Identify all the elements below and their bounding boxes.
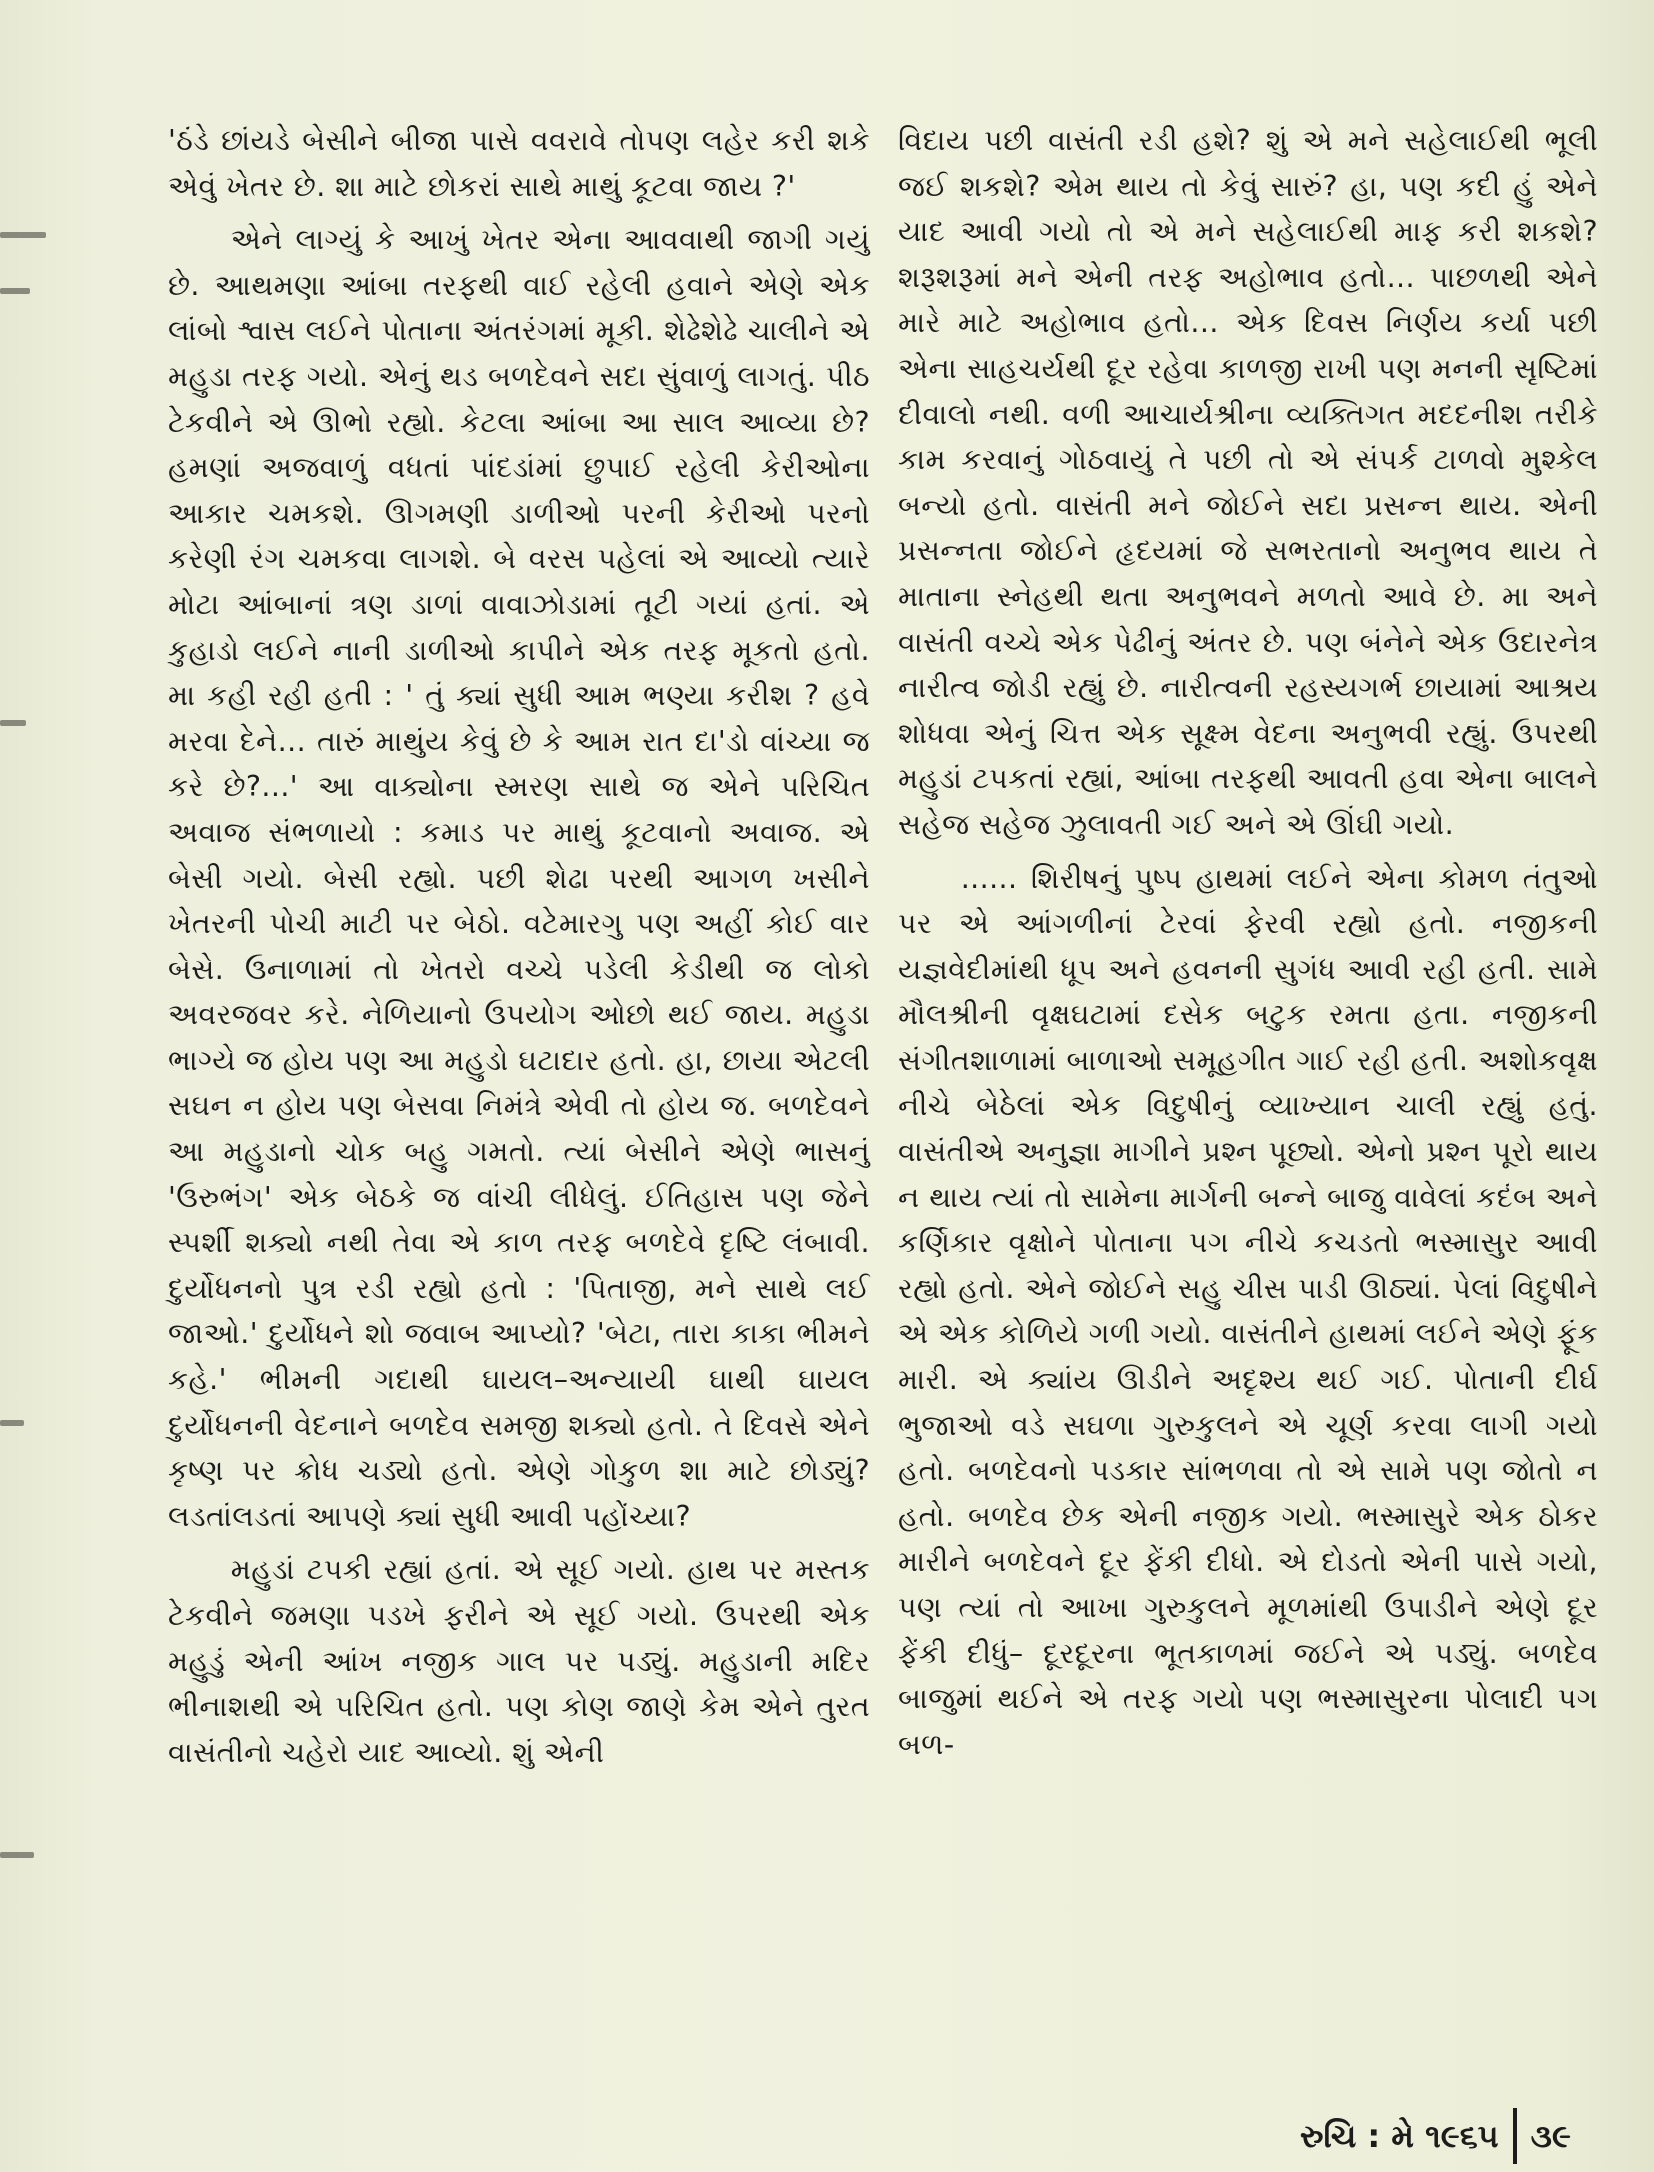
paragraph: એને લાગ્યું કે આખું ખેતર એના આવવાથી જાગી ગયું છે. આથમણા આંબા તરફથી વાઈ રહેલી હવાને એણે એક લાંબો શ્વાસ લઈને પોતાના અંતરંગમાં મૂકી. શેઢેશેઢે ચાલીને એ મહુડા તરફ ગયો. એનું થડ બળદેવને સદા સુંવાળું લાગતું. પીઠ ટેકવીને એ ઊભો રહ્યો. કેટલા આંબા આ સાલ આવ્યા છે? હમણાં અજવાળું વધતાં પાંદડાંમાં છુપાઈ રહેલી કેરીઓના આકાર ચમકશે. ઊગમણી ડાળીઓ પરની કેરીઓ પરનો કરેણી રંગ ચમકવા લાગશે. બે વરસ પહેલાં એ આવ્યો ત્યારે મોટા આંબાનાં ત્રણ ડાળાં વાવાઝોડામાં તૂટી ગયાં હતાં. એ કુહાડો લઈને નાની ડાળીઓ કાપીને એક તરફ મૂકતો હતો. મા કહી રહી હતી : ' તું ક્યાં સુધી આમ ભણ્યા કરીશ ? હવે મરવા દેને... તારું માથુંય કેવું છે કે આમ રાત દા'ડો વાંચ્યા જ કરે છે?...' આ વાક્યોના સ્મરણ સાથે જ એને પરિચિત અવાજ સંભળાયો : કમાડ પર માથું કૂટવાનો અવાજ. એ બેસી ગયો. બેસી રહ્યો. પછી શેઢા પરથી આગળ ખસીને ખેતરની પોચી માટી પર બેઠો. વટેમારગુ પણ અહીં કોઈ વાર બેસે. ઉનાળામાં તો ખેતરો વચ્ચે પડેલી કેડીથી જ લોકો અવરજવર કરે. નેળિયાનો ઉપયોગ ઓછો થઈ જાય. મહુડા ભાગ્યે જ હોય પણ આ મહુડો ઘટાદાર હતો. હા, છાયા એટલી સઘન ન હોય પણ બેસવા નિમંત્રે એવી તો હોય જ. બળદેવને આ મહુડાનો ચોક બહુ ગમતો. ત્યાં બેસીને એણે ભાસનું 'ઉરુભંગ' એક બેઠકે જ વાંચી લીધેલું. ઈતિહાસ પણ જેને સ્પર્શી શક્યો નથી તેવા એ કાળ તરફ બળદેવે દૃષ્ટિ લંબાવી. દુર્યોધનનો પુત્ર રડી રહ્યો હતો : 'પિતાજી, મને સાથે લઈ જાઓ.' દુર્યોધને શો જવાબ આપ્યો? 'બેટા, તારા કાકા ભીમને કહે.' ભીમની ગદાથી ઘાયલ–અન્યાયી ઘાથી ઘાયલ દુર્યોધનની વેદનાને બળદેવ સમજી શક્યો હતો. તે દિવસે એને કૃષ્ણ પર ક્રોધ ચડ્યો હતો. એણે ગોકુળ શા માટે છોડ્યું? લડતાંલડતાં આપણે ક્યાં સુધી આવી પહોંચ્યા?: [168, 223, 870, 1533]
right-text-column: [898, 118, 1598, 1767]
paragraph: મહુડાં ટપકી રહ્યાં હતાં. એ સૂઈ ગયો. હાથ પર મસ્તક ટેકવીને જમણા પડખે ફરીને એ સૂઈ ગયો. ઉપરથી એક મહુડું એની આંખ નજીક ગાલ પર પડ્યું. મહુડાની મદિર ભીનાશથી એ પરિચિત હતો. પણ કોણ જાણે કેમ એને તુરત વાસંતીનો ચહેરો યાદ આવ્યો. શું એની: [168, 1553, 870, 1769]
page-edge-mark: [0, 720, 26, 726]
page-edge-mark: [0, 288, 30, 294]
magazine-title: રુચિ : મે ૧૯૬૫: [1300, 2116, 1499, 2155]
page-number: ૩૯: [1530, 2116, 1571, 2155]
page-edge-mark: [0, 1420, 24, 1426]
left-text-column: [168, 118, 870, 1775]
page-edge-mark: [0, 232, 46, 238]
paragraph: વિદાય પછી વાસંતી રડી હશે? શું એ મને સહેલાઈથી ભૂલી જઈ શકશે? એમ થાય તો કેવું સારું? હા, પણ કદી હું એને યાદ આવી ગયો તો એ મને સહેલાઈથી માફ કરી શકશે? શરૂશરૂમાં મને એની તરફ અહોભાવ હતો... પાછળથી એને મારે માટે અહોભાવ હતો... એક દિવસ નિર્ણય કર્યા પછી એના સાહચર્યથી દૂર રહેવા કાળજી રાખી પણ મનની સૃષ્ટિમાં દીવાલો નથી. વળી આચાર્યશ્રીના વ્યક્તિગત મદદનીશ તરીકે કામ કરવાનું ગોઠવાયું તે પછી તો એ સંપર્ક ટાળવો મુશ્કેલ બન્યો હતો. વાસંતી મને જોઈને સદા પ્રસન્ન થાય. એની પ્રસન્નતા જોઈને હૃદયમાં જે સભરતાનો અનુભવ થાય તે માતાના સ્નેહથી થતા અનુભવને મળતો આવે છે. મા અને વાસંતી વચ્ચે એક પેઢીનું અંતર છે. પણ બંનેને એક ઉદારનેત્ર નારીત્વ જોડી રહ્યું છે. નારીત્વની રહસ્યગર્ભ છાયામાં આશ્રય શોધવા એનું ચિત્ત એક સૂક્ષ્મ વેદના અનુભવી રહ્યું. ઉપરથી મહુડાં ટપકતાં રહ્યાં, આંબા તરફથી આવતી હવા એના બાલને સહેજ સહેજ ઝુલાવતી ગઈ અને એ ઊંઘી ગયો.: [898, 124, 1598, 841]
footer-divider: [1513, 2108, 1517, 2164]
page-footer: [1300, 2108, 1630, 2164]
paragraph: ...... શિરીષનું પુષ્પ હાથમાં લઈને એના કોમળ તંતુઓ પર એ આંગળીનાં ટેરવાં ફેરવી રહ્યો હતો. નજીકની યજ્ઞવેદીમાંથી ધૂપ અને હવનની સુગંધ આવી રહી હતી. સામે મૌલશ્રીની વૃક્ષઘટામાં દસેક બટુક રમતા હતા. નજીકની સંગીતશાળામાં બાળાઓ સમૂહગીત ગાઈ રહી હતી. અશોકવૃક્ષ નીચે બેઠેલાં એક વિદુષીનું વ્યાખ્યાન ચાલી રહ્યું હતું. વાસંતીએ અનુજ્ઞા માગીને પ્રશ્ન પૂછ્યો. એનો પ્રશ્ન પૂરો થાય ન થાય ત્યાં તો સામેના માર્ગની બન્ને બાજુ વાવેલાં કદંબ અને કર્ણિકાર વૃક્ષોને પોતાના પગ નીચે કચડતો ભસ્માસુર આવી રહ્યો હતો. એને જોઈને સહુ ચીસ પાડી ઊઠ્યાં. પેલાં વિદુષીને એ એક કોળિયે ગળી ગયો. વાસંતીને હાથમાં લઈને એણે ફૂંક મારી. એ ક્યાંય ઊડીને અદૃશ્ય થઈ ગઈ. પોતાની દીર્ઘ ભુજાઓ વડે સઘળા ગુરુકુલને એ ચૂર્ણ કરવા લાગી ગયો હતો. બળદેવનો પડકાર સાંભળવા તો એ સામે પણ જોતો ન હતો. બળદેવ છેક એની નજીક ગયો. ભસ્માસુરે એક ઠોકર મારીને બળદેવને દૂર ફેંકી દીધો. એ દોડતો એની પાસે ગયો, પણ ત્યાં તો આખા ગુરુકુલને મૂળમાંથી ઉપાડીને એણે દૂર ફેંકી દીધું– દૂરદૂરના ભૂતકાળમાં જઈને એ પડ્યું. બળદેવ બાજુમાં થઈને એ તરફ ગયો પણ ભસ્માસુરના પોલાદી પગ બળ-: [898, 861, 1598, 1761]
page-edge-mark: [0, 1852, 34, 1858]
paragraph: 'ઠંડે છાંયડે બેસીને બીજા પાસે વવરાવે તોપણ લહેર કરી શકે એવું ખેતર છે. શા માટે છોકરાં સાથે માથું કૂટવા જાય ?': [168, 124, 870, 203]
